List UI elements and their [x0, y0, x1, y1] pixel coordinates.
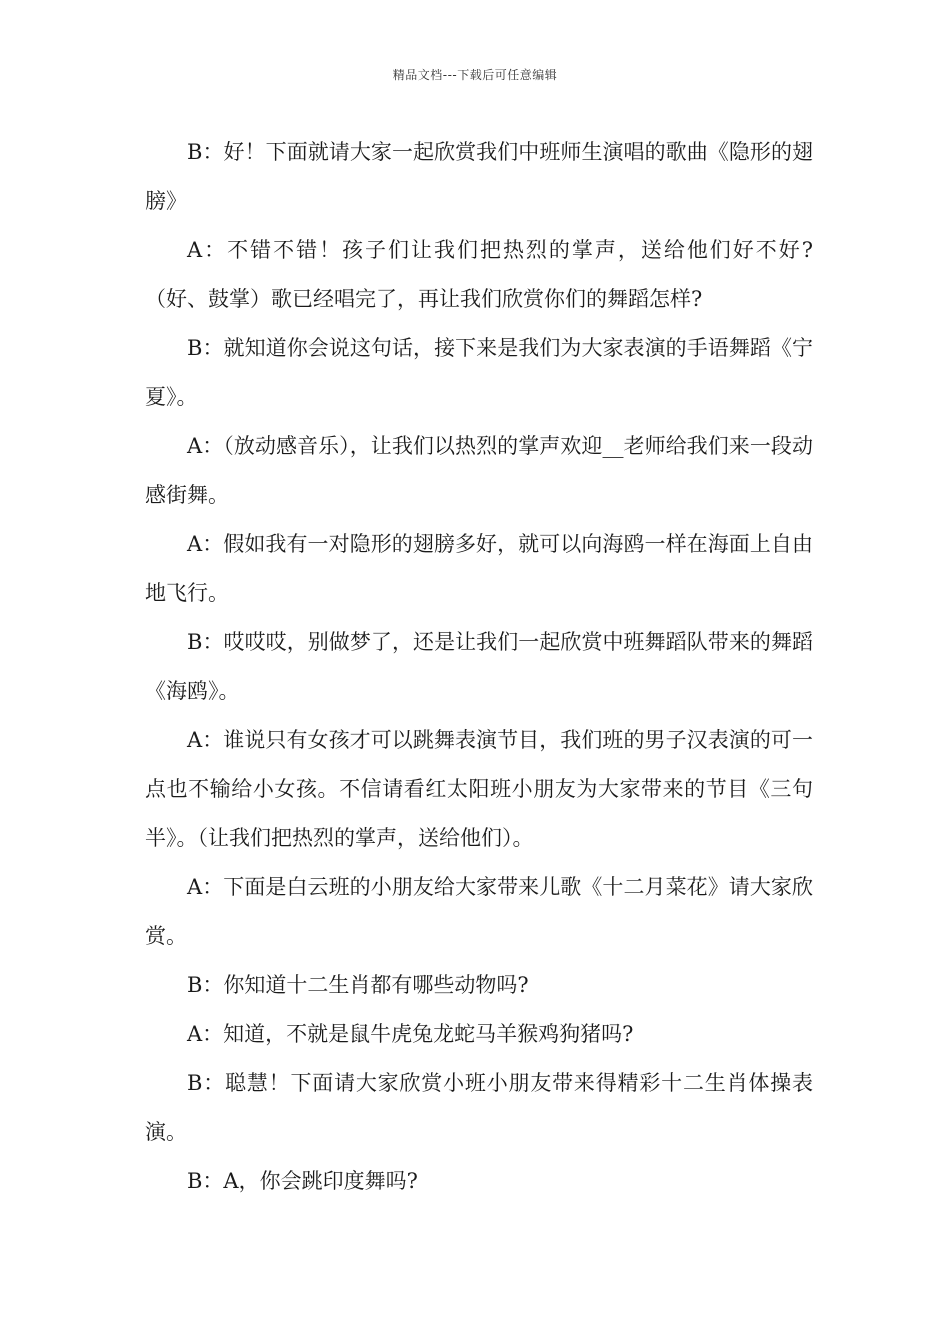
page-header: 精品文档---下载后可任意编辑	[392, 68, 558, 82]
paragraph: A：谁说只有女孩才可以跳舞表演节目，我们班的男子汉表演的可一点也不输给小女孩。不信请看红太阳班小朋友为大家带来的节目《三句半》。（让我们把热烈的掌声，送给他们）。	[145, 728, 813, 850]
paragraph: B：哎哎哎，别做梦了，还是让我们一起欣赏中班舞蹈队带来的舞蹈《海鸥》。	[145, 630, 813, 703]
paragraph: B：就知道你会说这句话，接下来是我们为大家表演的手语舞蹈《宁夏》。	[145, 336, 813, 409]
paragraph: B：你知道十二生肖都有哪些动物吗?	[187, 973, 529, 997]
paragraph: B：好！下面就请大家一起欣赏我们中班师生演唱的歌曲《隐形的翅膀》	[145, 140, 813, 213]
paragraph: B：聪慧！下面请大家欣赏小班小朋友带来得精彩十二生肖体操表演。	[145, 1071, 813, 1144]
paragraph: A：不错不错！孩子们让我们把热烈的掌声，送给他们好不好?（好、鼓掌）歌已经唱完了，再让我们欣赏你们的舞蹈怎样?	[145, 238, 813, 311]
paragraph: A：（放动感音乐），让我们以热烈的掌声欢迎__老师给我们来一段动感街舞。	[145, 434, 813, 507]
paragraph: A：知道，不就是鼠牛虎兔龙蛇马羊猴鸡狗猪吗?	[187, 1022, 634, 1046]
paragraph: A：假如我有一对隐形的翅膀多好，就可以向海鸥一样在海面上自由地飞行。	[145, 532, 813, 605]
paragraph: A：下面是白云班的小朋友给大家带来儿歌《十二月菜花》请大家欣赏。	[145, 875, 813, 948]
document-body	[145, 128, 813, 1206]
paragraph: B：A，你会跳印度舞吗?	[187, 1169, 418, 1193]
